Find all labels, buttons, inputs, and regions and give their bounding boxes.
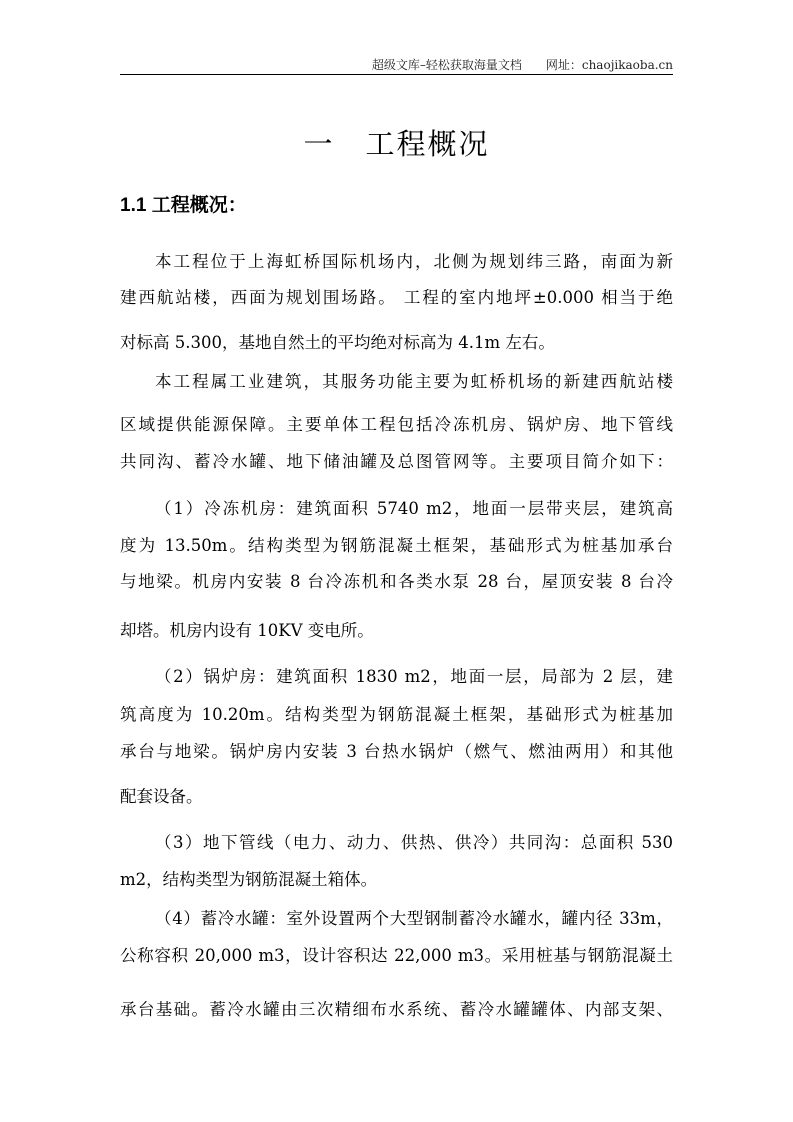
body-line: 与地梁。机房内安装 8 台冷冻机和各类水泵 28 台，屋顶安装 8 台冷 [120,572,673,591]
body-line: 配套设备。 [120,787,203,806]
section-heading: 1.1 工程概况： [120,195,247,216]
body-line: 共同沟、蓄冷水罐、地下储油罐及总图管网等。主要项目简介如下： [120,452,673,471]
body-line: 建西航站楼，西面为规划围场路。 工程的室内地坪±0.000 相当于绝 [120,288,673,307]
body-line: 本工程属工业建筑，其服务功能主要为虹桥机场的新建西航站楼 [155,372,673,391]
page-header: 超级文库–轻松获取海量文档 网址：chaojikaoba.cn [371,58,673,72]
body-line: （4）蓄冷水罐：室外设置两个大型钢制蓄冷水罐水，罐内径 33m， [155,909,673,928]
chapter-title: 一 工程概况 [303,127,490,161]
body-line: （2）锅炉房：建筑面积 1830 m2，地面一层，局部为 2 层，建 [155,667,673,686]
body-line: 却塔。机房内设有 10KV 变电所。 [120,621,374,640]
body-line: m2，结构类型为钢筋混凝土箱体。 [120,870,378,889]
body-line: （3）地下管线（电力、动力、供热、供冷）共同沟：总面积 530 [155,833,673,852]
body-line: 度为 13.50m。结构类型为钢筋混凝土框架，基础形式为桩基加承台 [120,536,673,555]
body-line: 对标高 5.300，基地自然土的平均绝对标高为 4.1m 左右。 [120,333,555,352]
header-divider [120,74,673,75]
body-line: 承台基础。蓄冷水罐由三次精细布水系统、蓄冷水罐罐体、内部支架、 [120,1000,673,1019]
body-line: 公称容积 20,000 m3，设计容积达 22,000 m3。采用桩基与钢筋混凝土 [120,946,673,965]
body-line: 承台与地梁。锅炉房内安装 3 台热水锅炉（燃气、燃油两用）和其他 [120,742,673,761]
body-line: 本工程位于上海虹桥国际机场内，北侧为规划纬三路，南面为新 [155,252,673,271]
body-line: 筑高度为 10.20m。结构类型为钢筋混凝土框架，基础形式为桩基加 [120,705,673,724]
body-line: （1）冷冻机房：建筑面积 5740 m2，地面一层带夹层，建筑高 [155,499,673,518]
body-line: 区域提供能源保障。主要单体工程包括冷冻机房、锅炉房、地下管线 [120,415,673,434]
